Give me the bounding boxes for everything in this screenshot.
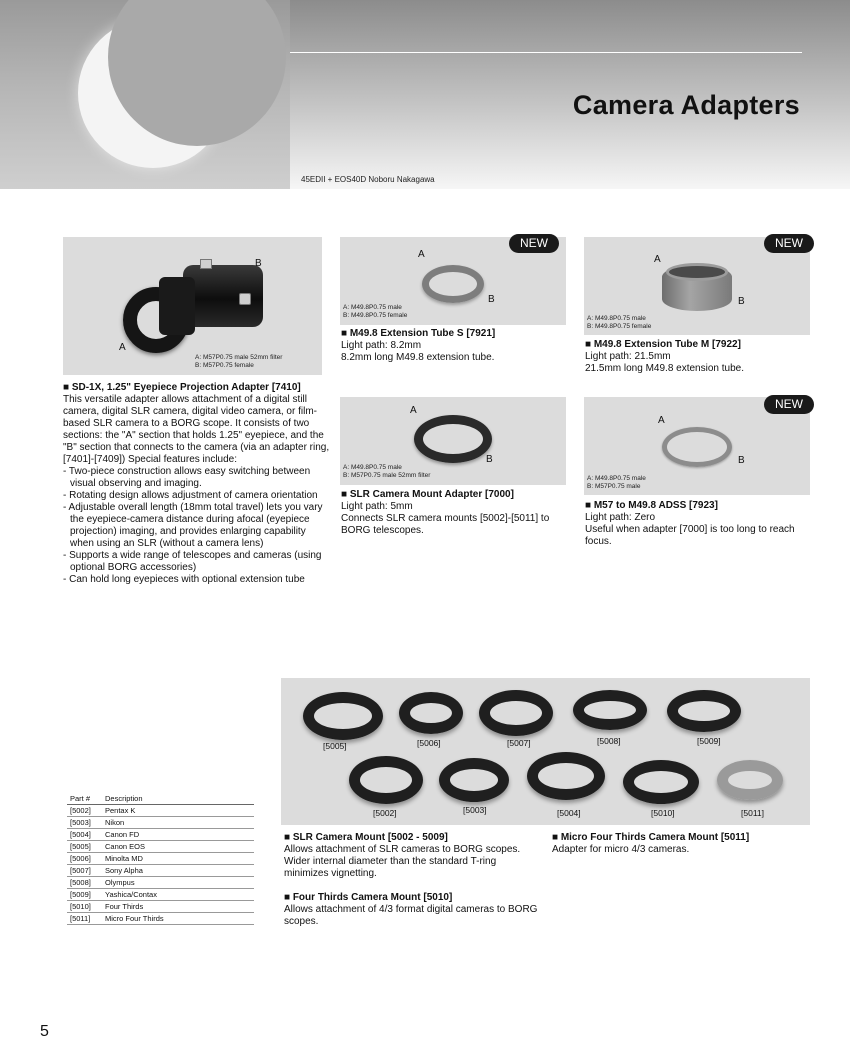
tube-s-line1: Light path: 8.2mm [341,340,422,351]
page-number: 5 [40,1023,49,1040]
tube-m-body [585,351,805,375]
header-description: Description [102,793,254,805]
tube-m-new-badge: NEW [764,234,814,253]
tube-s-spec [343,304,407,320]
part-number: [5011] [67,913,102,925]
part-description: Canon FD [102,829,254,841]
sd1x-spec-a: A: M57P0.75 male 52mm filter [195,354,283,361]
slr-mount-title: ■ SLR Camera Mount [5002 - 5009] [284,832,448,843]
photo-caption: 45EDII + EOS40D Noboru Nakagawa [301,175,435,184]
mount-label-5002: [5002] [373,808,397,818]
sd1x-spec [195,354,282,370]
tube-m-title: ■ M49.8 Extension Tube M [7922] [585,339,741,350]
part-number: [5010] [67,901,102,913]
tube-m-line2: 21.5mm long M49.8 extension tube. [585,363,744,374]
part-description: Canon EOS [102,841,254,853]
tube-s-new-badge: NEW [509,234,559,253]
mount-5003-ring [439,758,509,802]
micro-four-thirds-body: Adapter for micro 4/3 cameras. [552,844,690,855]
table-row [67,829,254,841]
tube-s-spec-b: B: M49.8P0.75 female [343,312,408,319]
four-thirds-title: ■ Four Thirds Camera Mount [5010] [284,892,453,903]
mount-5008-ring [573,690,647,730]
sd1x-feature-2: - Rotating design allows adjustment of camera orientation [63,490,318,501]
mount-5010-ring [623,760,699,804]
adss-line2: Useful when adapter [7000] is too long to reach focus. [585,524,795,547]
micro-four-thirds-title: ■ Micro Four Thirds Camera Mount [5011] [552,832,750,843]
sd1x-description: This versatile adapter allows attachment of a digital still camera, digital SLR camera, digital video camera, or film-based SLR camera to a BORG scope. It consists of two sections: the "A" section that holds 1.25" eyepiece, and the "B" section that connects to the camera (via an adapter ring, [7401]-[7409]) Special features include: [63,394,330,465]
adss-label-a: A [658,415,665,426]
sd1x-knob-side [239,293,251,305]
mount-label-5003: [5003] [463,805,487,815]
mount-5011-ring [717,760,783,800]
mount-label-5006: [5006] [417,738,441,748]
mount-5007-ring [479,690,553,736]
adss-spec-a: A: M49.8P0.75 male [587,475,646,482]
sd1x-feature-3: - Adjustable overall length (18mm total travel) lets you vary the eyepiece-camera distance during afocal (eyepiece projection) imaging, and provides enlarging capability when using an SLR (without a camera lens) [63,502,323,549]
part-number: [5009] [67,889,102,901]
table-header-row [67,793,254,805]
tube-s-body [341,340,561,364]
eclipse-photo [0,0,290,189]
slr-adapter-spec-b: B: M57P0.75 male 52mm filter [343,472,431,479]
sd1x-tube-body [183,265,263,327]
part-description: Olympus [102,877,254,889]
sd1x-feature-1: - Two-piece construction allows easy switching between visual observing and imaging. [63,466,311,489]
mount-label-5007: [5007] [507,738,531,748]
table-row [67,817,254,829]
slr-adapter-title: ■ SLR Camera Mount Adapter [7000] [341,489,514,500]
tube-m-spec [587,315,651,331]
part-number: [5005] [67,841,102,853]
tube-m-label-a: A [654,254,661,265]
sd1x-title: ■ SD-1X, 1.25" Eyepiece Projection Adapter [7410] [63,382,301,393]
tube-s-line2: 8.2mm long M49.8 extension tube. [341,352,495,363]
tube-m-spec-a: A: M49.8P0.75 male [587,315,646,322]
adss-body [585,512,805,548]
mount-label-5008: [5008] [597,736,621,746]
table-row [67,865,254,877]
sd1x-label-b: B [255,258,262,269]
four-thirds-body: Allows attachment of 4/3 format digital cameras to BORG scopes. [284,904,538,927]
part-description: Nikon [102,817,254,829]
tube-m-opening [666,263,728,281]
mount-label-5009: [5009] [697,736,721,746]
tube-s-ring [422,265,484,303]
mount-label-5011: [5011] [741,808,765,818]
slr-adapter-line2: Connects SLR camera mounts [5002]-[5011] to BORG telescopes. [341,513,550,536]
camera-mounts-image-panel [281,678,810,825]
table-row [67,841,254,853]
tube-m-label-b: B [738,296,745,307]
tube-s-label-b: B [488,294,495,305]
mount-label-5010: [5010] [651,808,675,818]
table-row [67,853,254,865]
mount-5006-ring [399,692,463,734]
mount-5002-ring [349,756,423,804]
adss-new-badge: NEW [764,395,814,414]
sd1x-body [63,394,331,586]
table-row [67,913,254,925]
tube-s-title: ■ M49.8 Extension Tube S [7921] [341,328,496,339]
part-number: [5007] [67,865,102,877]
slr-adapter-spec-a: A: M49.8P0.75 male [343,464,402,471]
tube-m-line1: Light path: 21.5mm [585,351,671,362]
parts-table [67,793,254,925]
sd1x-knob-top [200,259,212,269]
part-description: Pentax K [102,805,254,817]
adss-spec-b: B: M57P0.75 male [587,483,641,490]
part-description: Minolta MD [102,853,254,865]
adss-line1: Light path: Zero [585,512,656,523]
slr-adapter-label-b: B [486,454,493,465]
mount-label-5004: [5004] [557,808,581,818]
mount-5005-ring [303,692,383,740]
part-number: [5002] [67,805,102,817]
slr-adapter-image-box [340,397,566,485]
part-number: [5006] [67,853,102,865]
adss-spec [587,475,646,491]
slr-adapter-line1: Light path: 5mm [341,501,413,512]
table-row [67,901,254,913]
adss-label-b: B [738,455,745,466]
tube-s-spec-a: A: M49.8P0.75 male [343,304,402,311]
table-row [67,889,254,901]
mount-5009-ring [667,690,741,732]
part-description: Yashica/Contax [102,889,254,901]
header-part-number: Part # [67,793,102,805]
part-number: [5008] [67,877,102,889]
table-row [67,877,254,889]
slr-adapter-spec [343,464,430,480]
sd1x-label-a: A [119,342,126,353]
tube-s-label-a: A [418,249,425,260]
adss-ring [662,427,732,467]
mount-label-5005: [5005] [323,741,347,751]
sd1x-sleeve [159,277,195,335]
slr-mount-body: Allows attachment of SLR cameras to BORG scopes. Wider internal diameter than the standard T-ring minimizes vignetting. [284,844,521,879]
part-number: [5003] [67,817,102,829]
page-title: Camera Adapters [572,90,800,120]
sd1x-feature-5: - Can hold long eyepieces with optional extension tube [63,574,305,585]
sd1x-spec-b: B: M57P0.75 female [195,362,254,369]
sd1x-feature-4: - Supports a wide range of telescopes and cameras (using optional BORG accessories) [63,550,322,573]
table-row [67,805,254,817]
part-description: Sony Alpha [102,865,254,877]
part-description: Four Thirds [102,901,254,913]
sd1x-image-box [63,237,322,375]
part-description: Micro Four Thirds [102,913,254,925]
slr-adapter-label-a: A [410,405,417,416]
slr-adapter-body [341,501,561,537]
adss-title: ■ M57 to M49.8 ADSS [7923] [585,500,718,511]
slr-adapter-ring [414,415,492,463]
tube-m-spec-b: B: M49.8P0.75 female [587,323,652,330]
header-rule [290,52,802,53]
mount-5004-ring [527,752,605,800]
part-number: [5004] [67,829,102,841]
